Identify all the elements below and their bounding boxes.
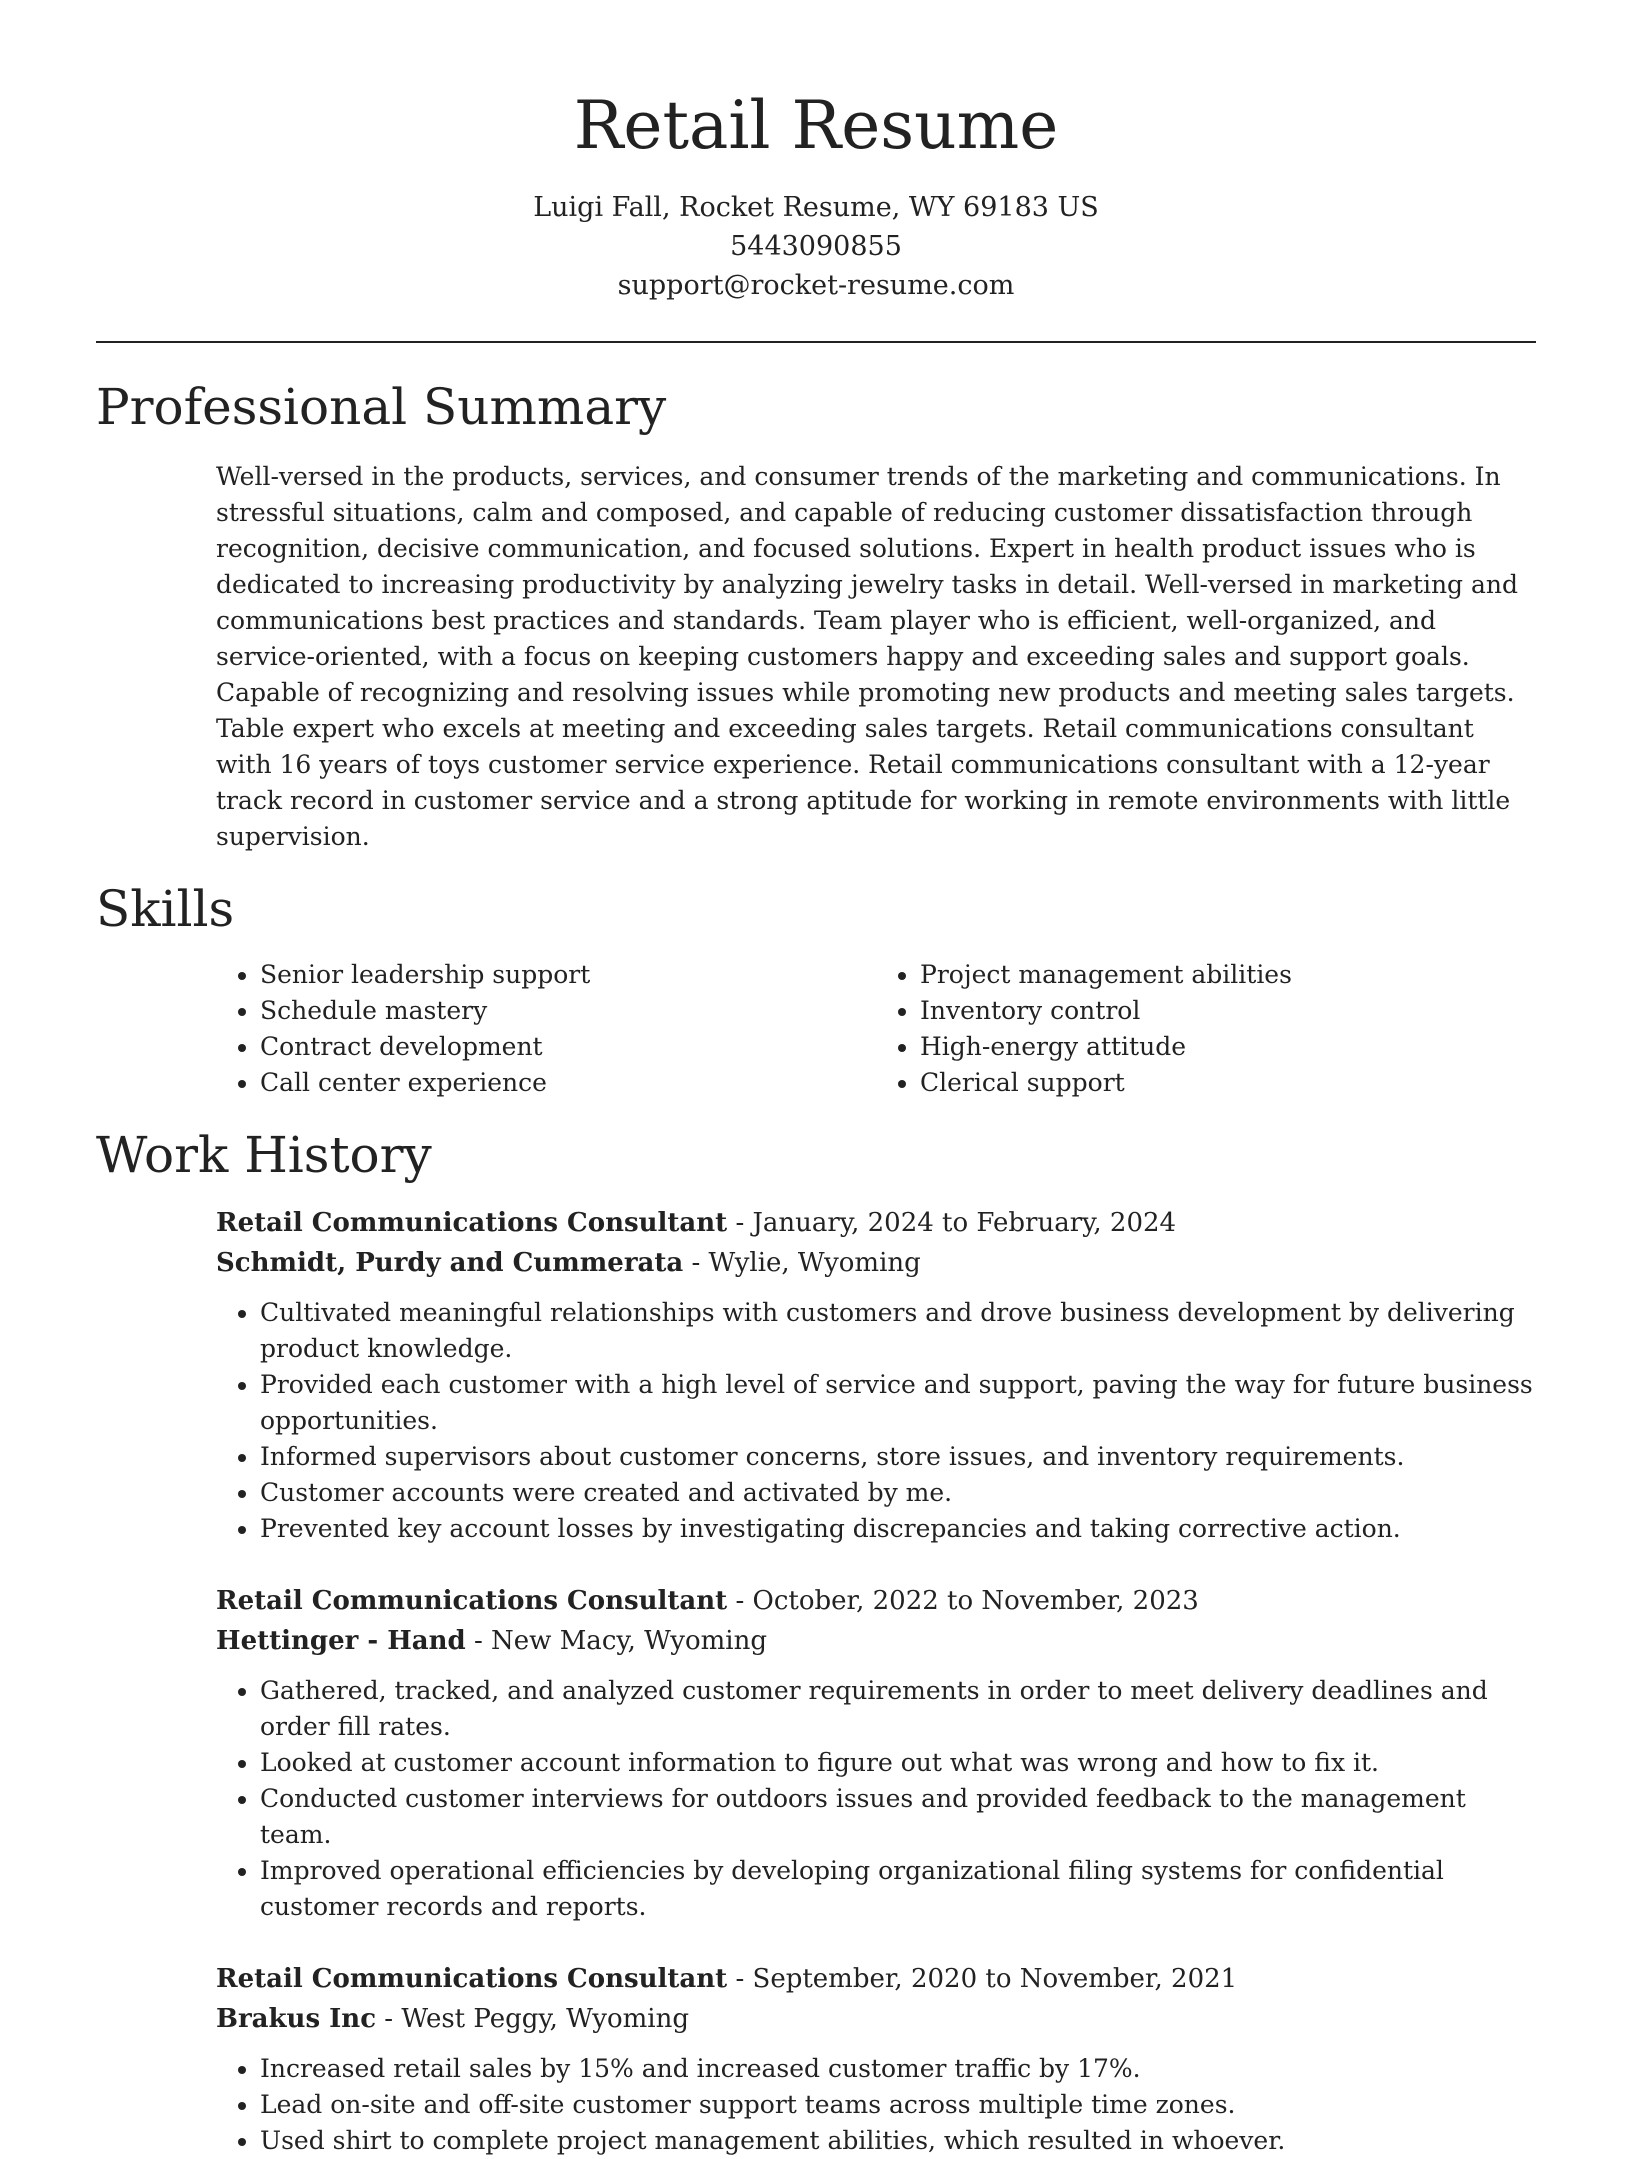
- resume-header: [96, 0, 1536, 305]
- job-bullet: • Prevented key account losses by investigating discrepancies and taking corrective action.: [260, 1511, 1536, 1547]
- skills-columns: [216, 957, 1536, 1101]
- job-bullet: • Informed supervisors about customer concerns, store issues, and inventory requirements.: [260, 1439, 1536, 1475]
- skill-item: • Senior leadership support: [260, 957, 876, 993]
- skills-list-left: [216, 957, 876, 1101]
- summary-heading: Professional Summary: [96, 378, 667, 436]
- job-bullet: • Customer accounts were created and activated by me.: [260, 1475, 1536, 1511]
- job-title-line: [216, 1959, 1536, 1999]
- job-bullet: • Lead on-site and off-site customer support teams across multiple time zones.: [260, 2087, 1536, 2123]
- job-company-line: [216, 1999, 1536, 2039]
- job-bullet: • Increased retail sales by 15% and increased customer traffic by 17%.: [260, 2051, 1536, 2087]
- job-company: Schmidt, Purdy and Cummerata: [216, 1248, 684, 1278]
- job-location: - West Peggy, Wyoming: [376, 2004, 690, 2034]
- job-company: Brakus Inc: [216, 2004, 377, 2034]
- skill-item: • High-energy attitude: [920, 1029, 1536, 1065]
- contact-email: support@rocket-resume.com: [617, 270, 1015, 301]
- job-title: Retail Communications Consultant: [216, 1208, 728, 1238]
- job-company: Hettinger - Hand: [216, 1626, 466, 1656]
- job-entry: [216, 1959, 1536, 2159]
- job-location: - New Macy, Wyoming: [465, 1626, 767, 1656]
- skill-item: • Call center experience: [260, 1065, 876, 1101]
- job-bullet: • Looked at customer account information to figure out what was wrong and how to fix it.: [260, 1745, 1536, 1781]
- job-bullets: [216, 2051, 1536, 2159]
- job-company-line: [216, 1621, 1536, 1661]
- skills-list-right: [876, 957, 1536, 1101]
- job-bullet: • Improved operational efficiencies by developing organizational filing systems for confidential customer records and reports.: [260, 1853, 1536, 1925]
- job-dates: - October, 2022 to November, 2023: [727, 1586, 1199, 1616]
- skills-heading: Skills: [96, 880, 235, 938]
- job-bullet: • Gathered, tracked, and analyzed customer requirements in order to meet delivery deadlines and order fill rates.: [260, 1673, 1536, 1745]
- resume-title: Retail Resume: [573, 87, 1059, 164]
- skill-item: • Project management abilities: [920, 957, 1536, 993]
- job-dates: - September, 2020 to November, 2021: [727, 1964, 1238, 1994]
- job-bullets: [216, 1673, 1536, 1925]
- skills-section: [96, 877, 1536, 1101]
- skill-item: • Clerical support: [920, 1065, 1536, 1101]
- job-location: - Wylie, Wyoming: [683, 1248, 921, 1278]
- resume-page: [96, 0, 1536, 2159]
- skill-item: • Schedule mastery: [260, 993, 876, 1029]
- job-bullets: [216, 1295, 1536, 1547]
- job-title: Retail Communications Consultant: [216, 1586, 728, 1616]
- job-title-line: [216, 1203, 1536, 1243]
- job-bullet: • Used shirt to complete project management abilities, which resulted in whoever.: [260, 2123, 1536, 2159]
- work-history-section: [96, 1123, 1536, 2159]
- contact-address: Luigi Fall, Rocket Resume, WY 69183 US: [533, 192, 1099, 223]
- job-dates: - January, 2024 to February, 2024: [727, 1208, 1177, 1238]
- job-bullet: • Cultivated meaningful relationships with customers and drove business development by delivering product knowledge.: [260, 1295, 1536, 1367]
- job-bullet: • Provided each customer with a high level of service and support, paving the way for future business opportunities.: [260, 1367, 1536, 1439]
- work-history-heading: Work History: [96, 1126, 432, 1184]
- contact-phone: 5443090855: [730, 231, 902, 262]
- job-bullet: • Conducted customer interviews for outdoors issues and provided feedback to the management team.: [260, 1781, 1536, 1853]
- summary-text: Well-versed in the products, services, and consumer trends of the marketing and communications. In stressful situations, calm and composed, and capable of reducing customer dissatisfaction through recognition, decisive communication, and focused solutions. Expert in health product issues who is dedicated to increasing productivity by analyzing jewelry tasks in detail. Well-versed in marketing and communications best practices and standards. Team player who is efficient, well-organized, and service-oriented, with a focus on keeping customers happy and exceeding sales and support goals. Capable of recognizing and resolving issues while promoting new products and meeting sales targets. Table expert who excels at meeting and exceeding sales targets. Retail communications consultant with 16 years of toys customer service experience. Retail communications consultant with a 12-year track record in customer service and a strong aptitude for working in remote environments with little supervision.: [216, 462, 1519, 851]
- job-title: Retail Communications Consultant: [216, 1964, 728, 1994]
- job-entry: [216, 1203, 1536, 1547]
- job-company-line: [216, 1243, 1536, 1283]
- job-title-line: [216, 1581, 1536, 1621]
- skill-item: • Inventory control: [920, 993, 1536, 1029]
- summary-section: [96, 375, 1536, 855]
- skill-item: • Contract development: [260, 1029, 876, 1065]
- header-divider: [96, 341, 1536, 343]
- contact-info: [96, 188, 1536, 305]
- job-entry: [216, 1581, 1536, 1925]
